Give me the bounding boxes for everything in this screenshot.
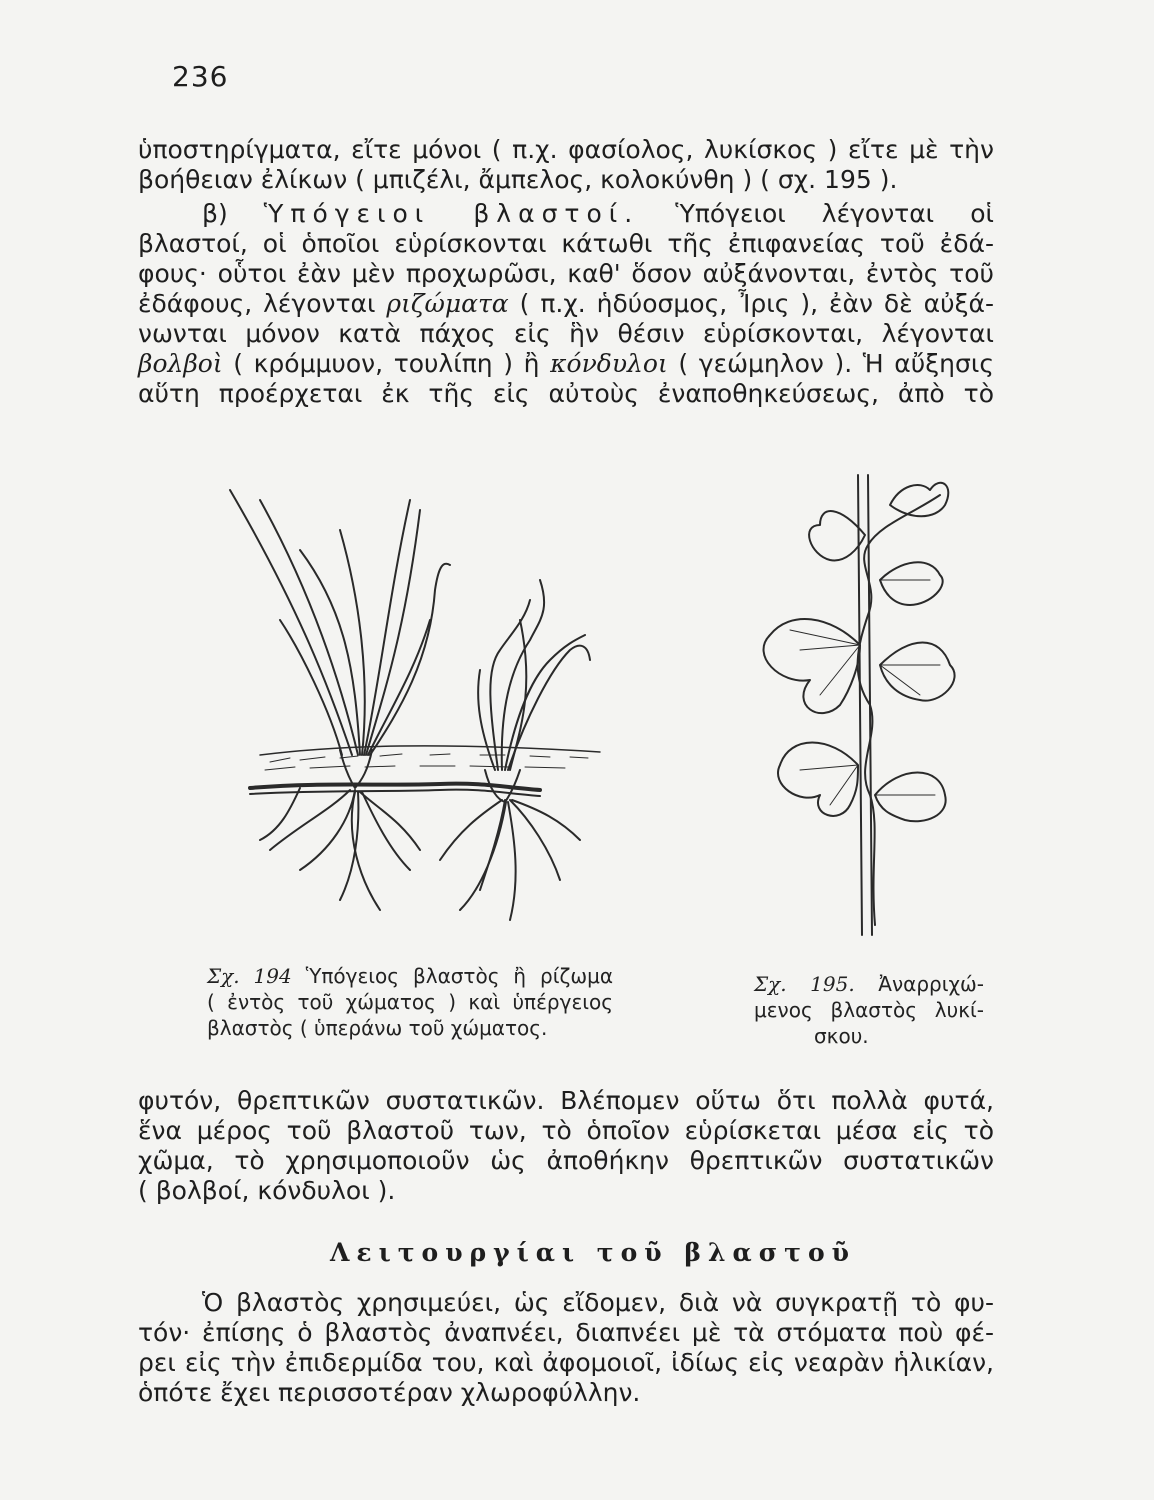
text-fragment: ( π.χ. ἡδύοσμος, Ἶρις ), ἐὰν δὲ αὐξά- [519, 289, 995, 318]
caption-line [207, 963, 613, 989]
text-line [138, 199, 994, 229]
figure-195-climbing-stem-illustration [740, 465, 990, 945]
italic-term: βολβοὶ [138, 349, 223, 378]
text-line [138, 349, 994, 379]
text-line: ὁπότε ἔχει περισσοτέραν χλωροφύλλην. [138, 1378, 641, 1407]
text-line: τόν· ἐπίσης ὁ βλαστὸς ἀναπνέει, διαπνέει μὲ τὰ στόματα ποὺ φέ- [138, 1318, 994, 1347]
text-line: ( βολβοί, κόνδυλοι ). [138, 1176, 396, 1205]
text-line: φυτόν, θρεπτικῶν συστατικῶν. Βλέπομεν οὕτω ὅτι πολλὰ φυτά, [138, 1086, 994, 1115]
page-number: 236 [172, 60, 229, 93]
caption-line: ( ἐντὸς τοῦ χώματος ) καὶ ὑπέργειος [207, 990, 613, 1014]
text-line: φους· οὗτοι ἐὰν μὲν προχωρῶσι, καθ' ὅσον αὐξάνονται, ἐντὸς τοῦ [138, 259, 994, 288]
figure-194-caption [207, 963, 613, 1041]
paragraph-1 [138, 135, 994, 195]
section-prefix: β) [202, 199, 228, 228]
caption-line: βλαστὸς ( ὑπεράνω τοῦ χώματος. [207, 1016, 548, 1040]
text-line: βλαστοί, οἱ ὁποῖοι εὑρίσκονται κάτωθι τῆς ἐπιφανείας τοῦ ἐδά- [138, 229, 994, 258]
text-line [138, 289, 994, 319]
text-line: ἕνα μέρος τοῦ βλαστοῦ των, τὸ ὁποῖον εὑρίσκεται μέσα εἰς τὸ [138, 1116, 994, 1145]
caption-text: Ὑπόγειος βλαστὸς ἢ ρίζωμα [305, 964, 614, 988]
italic-term: κόνδυλοι [550, 349, 668, 378]
text-line: ὑποστηρίγματα, εἴτε μόνοι ( π.χ. φασίολος, λυκίσκος ) εἴτε μὲ τὴν [138, 135, 994, 164]
caption-line [754, 971, 984, 997]
paragraph-4 [138, 1288, 994, 1408]
caption-line: μενος βλαστὸς λυκί- [754, 998, 984, 1022]
text-line: νωνται μόνον κατὰ πάχος εἰς ἣν θέσιν εὑρίσκονται, λέγονται [138, 319, 994, 348]
figure-195-caption [754, 971, 984, 1049]
text-fragment: ἐδάφους, λέγονται [138, 289, 376, 318]
text-line: χῶμα, τὸ χρησιμοποιοῦν ὡς ἀποθήκην θρεπτικῶν συστατικῶν [138, 1146, 994, 1175]
text-line: βοήθειαν ἐλίκων ( μπιζέλι, ἄμπελος, κολοκύνθη ) ( σχ. 195 ). [138, 165, 898, 194]
caption-line: σκου. [814, 1024, 869, 1048]
figure-label: Σχ. 194 [207, 964, 292, 988]
text-line: Ὁ βλαστὸς χρησιμεύει, ὡς εἴδομεν, διὰ νὰ συγκρατῇ τὸ φυ- [202, 1288, 994, 1317]
text-line: αὕτη προέρχεται ἐκ τῆς εἰς αὐτοὺς ἐναποθηκεύσεως, ἀπὸ τὸ [138, 379, 994, 408]
section-heading: Λειτουργίαι τοῦ βλαστοῦ [330, 1238, 856, 1267]
caption-text: Ἀναρριχώ- [878, 972, 984, 996]
text-fragment: Ὑπόγειοι λέγονται οἱ [675, 199, 994, 228]
paragraph-3 [138, 1086, 994, 1206]
figure-label: Σχ. 195. [754, 972, 855, 996]
text-line: ρει εἰς τὴν ἐπιδερμίδα του, καὶ ἀφομοιοῖ, ἰδίως εἰς νεαρὰν ἡλικίαν, [138, 1348, 994, 1377]
italic-term: ριζώματα [386, 289, 509, 318]
paragraph-2 [138, 199, 994, 409]
text-fragment: ( κρόμμυον, τουλίπη ) ἢ [233, 349, 540, 378]
text-fragment: ( γεώμηλον ). Ἡ αὔξησις [678, 349, 995, 378]
subsection-title: Ὑπόγειοι βλαστοί. [263, 199, 640, 228]
figure-194-rhizome-illustration [180, 470, 650, 940]
